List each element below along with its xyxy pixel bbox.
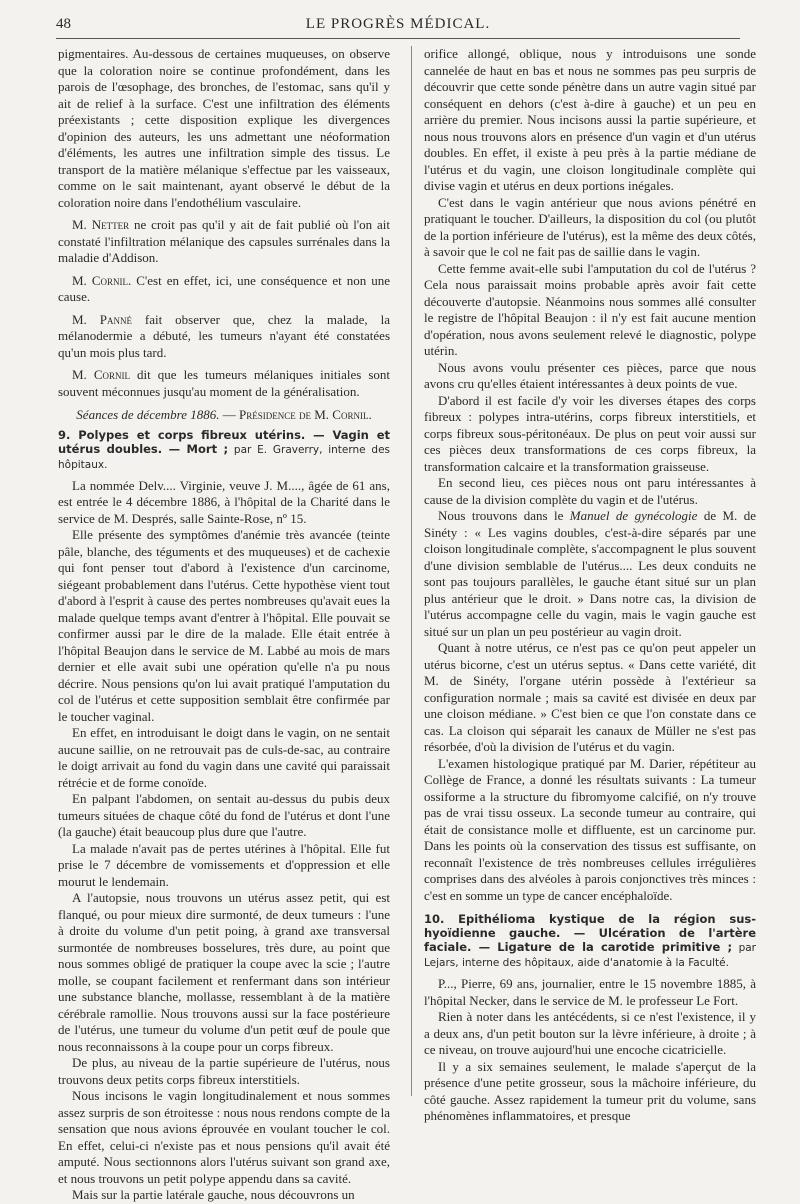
paragraph: Rien à noter dans les antécédents, si ce n'est l'existence, il y a deux ans, d'un petit bouton sur la lèvre inférieure, à droite ; à ce niveau, on trouve aujourd'hui une encoche cicatricielle. <box>424 1009 756 1057</box>
article-title: 9. Polypes et corps fibreux utérins. — Vagin et utérus doubles. — Mort ; <box>58 427 390 456</box>
speaker-name: Cornil <box>91 272 128 288</box>
page-header <box>56 14 740 39</box>
paragraph: D'abord il est facile d'y voir les diverses étapes des corps fibreux : polypes intra-utérins, corps fibreux interstitiels, et corps fibreux sous-péritonéaux. De plus on peut voir aussi sur ces pièces deux transformations de ces corps fibreux, la transformation calcaire et la transformation graisseuse. <box>424 392 756 474</box>
paragraph: Mais sur la partie latérale gauche, nous découvrons un <box>72 1187 355 1202</box>
paragraph: La malade n'avait pas de pertes utérines à l'hôpital. Elle fut prise le 7 décembre de vomissements et d'oppression et elle mourut le lendemain. <box>58 840 390 889</box>
book-title: Manuel de gynécologie <box>569 508 698 523</box>
session-date: Séances de décembre 1886. <box>76 407 220 422</box>
paragraph: Quant à notre utérus, ce n'est pas ce qu'on peut appeler un utérus bicorne, c'est un utérus septus. « Dans cette variété, dit M. de Sinéty, l'organe utérin possède à l'extérieur sa configuration normale ; mais sa cavité est divisée en deux par une cloison médiane. » C'est bien ce que l'on constate dans ce cas. La cloison qui séparait les canaux de Müller ne s'est pas résorbée, d'où la division de l'utérus et du vagin. <box>424 640 756 754</box>
column-divider <box>411 46 412 1096</box>
article-title: 10. Epithélioma kystique de la région sus-hyoïdienne gauche. — Ulcération de l'artère faciale. — Ligature de la carotide primitive ; <box>424 912 756 954</box>
article-heading <box>424 912 756 970</box>
paragraph: En second lieu, ces pièces nous ont paru intéressantes à cause de la division complète du vagin et de l'utérus. <box>424 475 756 507</box>
paragraph: De plus, au niveau de la partie supérieure de l'utérus, nous trouvons deux petits corps fibreux interstitiels. <box>58 1055 390 1087</box>
paragraph: P..., Pierre, 69 ans, journalier, entre le 15 novembre 1885, à l'hôpital Necker, dans le service de M. le professeur Le Fort. <box>424 976 756 1008</box>
paragraph: M. Netter ne croit pas qu'il y ait de fait publié où l'on ait constaté l'infiltration mélanique des capsules surrénales dans la maladie d'Addison. <box>58 217 391 265</box>
paragraph: Il y a six semaines seulement, le malade s'aperçut de la présence d'une petite grosseur, sous la mâchoire inférieure, du côté gauche. Assez rapidement la tumeur prit du volume, sans phénomènes inflammatoires, et presque <box>424 1058 756 1123</box>
paragraph: En palpant l'abdomen, on sentait au-dessus du pubis deux tumeurs situées de chaque côté du fond de l'utérus et dont l'une (la gauche) était beaucoup plus dure que l'autre. <box>58 791 390 839</box>
session-presidency: — Présidence de M. Cornil. <box>219 407 372 422</box>
right-column <box>424 46 756 1125</box>
speaker-name: Panné <box>99 311 132 327</box>
paragraph-text: fait observer que, chez la malade, la mélanodermie a débuté, les tumeurs n'ayant été constatées qu'un mois plus tard. <box>58 311 390 360</box>
page-number: 48 <box>56 16 71 32</box>
paragraph: M. Panné fait observer que, chez la malade, la mélanodermie a débuté, les tumeurs n'ayant été constatées qu'un mois plus tard. <box>58 311 390 360</box>
article-author: par Lejars, interne des hôpitaux, aide d'anatomie à la Faculté. <box>424 942 756 969</box>
left-column <box>58 46 390 1204</box>
paragraph: La nommée Delv.... Virginie, veuve J. M...., âgée de 61 ans, est entrée le 4 décembre 1886, à l'hôpital de la Charité dans le service de M. Després, salle Sainte-Rose, nº 15. <box>58 477 390 526</box>
session-heading <box>58 407 390 424</box>
paragraph: Nous avons voulu présenter ces pièces, parce que nous avons cru qu'elles étaient intéressantes à deux points de vue. <box>424 359 756 391</box>
article-author: par E. Graverry, interne des hôpitaux. <box>58 443 390 471</box>
speaker-name: Cornil <box>93 367 131 382</box>
paragraph: Elle présente des symptômes d'anémie très avancée (teinte pâle, blanche, des téguments et des muqueuses) et de cachexie qui font penser tout d'abord à l'existence d'un carcinome, siégeant probablement dans l'utérus. Cette hypothèse vient tout d'abord à l'esprit à cause des pertes nombreuses qu'avait eues la malade quelque temps avant d'entrer à l'hôpital. Elle pouvait se confirmer aussi par le dire de la malade. Elle était entrée à l'hôpital Beaujon dans le service de M. Labbé au mois de mars dernier et elle avait subi une opération qu'elle n'a pu nous décrire. Nous pensions qu'on lui avait pratiqué l'amputation du col de l'utérus et cette supposition semblait être confirmée par le toucher vaginal. <box>58 527 390 724</box>
paragraph: C'est dans le vagin antérieur que nous avions pénétré en pratiquant le toucher. D'ailleurs, la disposition du col (ou plutôt de la portion inférieure de l'utérus), est la même des deux côtés, à savoir que le col ne fait pas de saillie dans le vagin. <box>424 194 756 259</box>
paragraph-text: . C'est en effet, ici, une conséquence et non une cause. <box>58 272 391 304</box>
paragraph-text: ne croit pas qu'il y ait de fait publié où l'on ait constaté l'infiltration mélanique des capsules surrénales dans la maladie d'Addison. <box>58 217 391 265</box>
speaker-name: Netter <box>91 217 130 232</box>
paragraph-text: de M. de Sinéty : « Les vagins doubles, c'est-à-dire séparés par une cloison longitudinale complète, s'accompagnent le plus souvent d'une division semblable de l'utérus.... Les deux conduits ne sont pas toujours parallèles, le gauche étant situé sur un plan plus antérieur que le droit. » Dans notre cas, la division de l'utérus accompagne celle du vagin, mais le vagin gauche est situé sur un plan un peu postérieur au vagin droit. <box>424 508 756 639</box>
paragraph: pigmentaires. Au-dessous de certaines muqueuses, on observe que la coloration noire se continue profondément, dans les parois de l'œsophage, des bronches, de l'estomac, sans qu'il y ait de relief à la surface. C'est une infiltration des éléments préexistants ; cette disposition explique les divergences d'opinion des auteurs, les uns admettant une néoformation d'éléments, les autres une infiltration simple des tissus. Le transport de la matière mélanique s'effectue par les vaisseaux, comme on le sait maintenant, ayant observé le début de la coloration noire dans l'endothélium vasculaire. <box>58 46 390 210</box>
paragraph-text: dit que les tumeurs mélaniques initiales sont souvent méconnues jusqu'au moment de la généralisation. <box>58 367 391 399</box>
paragraph: Cette femme avait-elle subi l'amputation du col de l'utérus ? Cela nous paraissait moins probable après avoir fait cette découverte d'autopsie. Néanmoins nous sommes allé consulter le registre de l'hôpital Beaujon : il n'y est fait aucune mention d'opération, nous avons seulement relevé le diagnostic, polype utérin. <box>424 260 756 358</box>
paragraph: Nous incisons le vagin longitudinalement et nous sommes assez surpris de son étroitesse : nous nous rendons compte de la sensation que nous avions éprouvée en voulant toucher le col. En effet, celui-ci n'existe pas et nous pensions qu'il avait été amputé. Nous sectionnons alors l'utérus suivant son grand axe, et nous trouvons un petit polype appendu dans sa cavité. <box>58 1088 390 1186</box>
paragraph: A l'autopsie, nous trouvons un utérus assez petit, qui est flanqué, ou pour mieux dire surmonté, de deux tumeurs : l'une à droite du volume d'un petit poing, à grand axe transversal surmontée de nombreuses bosselures, très dure, au point que nous sommes obligé de pratiquer la coupe avec la scie ; l'autre molle, se coupant facilement et renfermant dans son intérieur une substance blanche, mollasse, ressemblant à de la matière cérébrale ramollie. Nous trouvons aussi sur la face postérieure de l'utérus, une tumeur du volume d'un petit œuf de poule que nous reconnaissons à la coupe pour un corps fibreux. <box>58 890 390 1054</box>
paragraph: M. Cornil. C'est en effet, ici, une conséquence et non une cause. <box>58 272 391 304</box>
paragraph-text: Nous trouvons dans le <box>438 508 570 523</box>
paragraph: orifice allongé, oblique, nous y introduisons une sonde cannelée de haut en bas et nous ne sommes pas peu surpris de découvrir que cette sonde pénètre dans un autre vagin situé par conséquent en dehors (c'est à-dire à gauche) et un peu en arrière du premier. Nous incisons aussi la partie supérieure, et nous nous trouvons alors en présence d'un vagin et d'un utérus doubles. En effet, il existe à peu près à la partie médiane de l'utérus et du vagin, une cloison longitudinale complète qui divise vagin et utérus en deux portions inégales. <box>424 46 756 193</box>
paragraph <box>424 508 756 640</box>
paragraph: L'examen histologique pratiqué par M. Darier, répétiteur au Collège de France, a donné les résultats suivants : La tumeur ossiforme a la structure du fibromyome calcifié, on n'y trouve pas de vrai tissu osseux. La seconde tumeur au contraire, qui était de consistance molle et diffluente, est un carcinome pur. Dans les points où la conservation des tissus est suffisante, on reconnaît l'existence de très nombreuses cellules irrégulières comprises dans des alvéoles à parois conjonctives très minces : c'est en somme un type de cancer encéphaloïde. <box>424 755 756 903</box>
paragraph: M. Cornil dit que les tumeurs mélaniques initiales sont souvent méconnues jusqu'au moment de la généralisation. <box>58 367 391 399</box>
article-heading <box>58 428 390 472</box>
paragraph: En effet, en introduisant le doigt dans le vagin, on ne sentait aucune saillie, on ne retrouvait pas de culs-de-sac, au contraire le doigt arrivait au fond du vagin dans une cavité qui paraissait rétrécie et de forme conoïde. <box>58 725 390 790</box>
running-title: LE PROGRÈS MÉDICAL. <box>305 16 491 32</box>
